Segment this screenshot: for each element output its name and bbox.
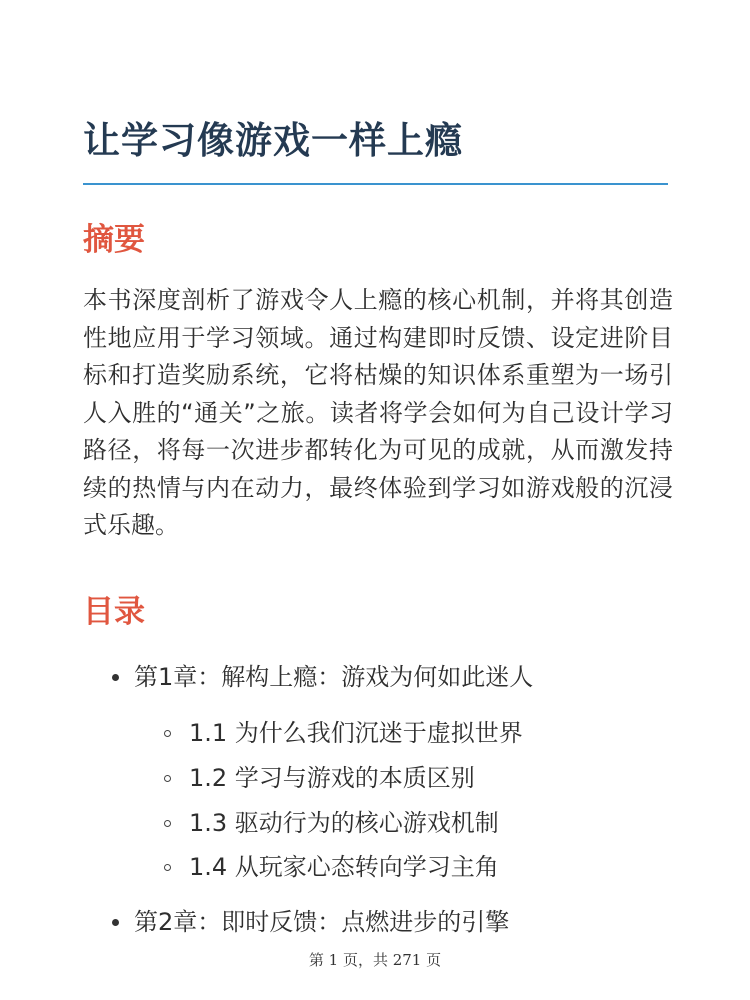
bullet-circle-icon (164, 820, 171, 827)
toc-chapter-1[interactable]: 第1章：解构上瘾：游戏为何如此迷人 (134, 663, 534, 691)
title-divider (83, 183, 668, 185)
bullet-dot-icon (112, 919, 119, 926)
bullet-dot-icon (112, 674, 119, 681)
page-number: 第 1 页，共 271 页 (308, 951, 442, 969)
toc-section-1-1[interactable]: 1.1 为什么我们沉迷于虚拟世界 (189, 719, 523, 747)
toc-section-1-4[interactable]: 1.4 从玩家心态转向学习主角 (189, 853, 499, 881)
toc-section-1-2[interactable]: 1.2 学习与游戏的本质区别 (189, 764, 475, 792)
summary-paragraph: 本书深度剖析了游戏令人上瘾的核心机制，并将其创造性地应用于学习领域。通过构建即时反馈、设定进阶目标和打造奖励系统，它将枯燥的知识体系重塑为一场引人入胜的“通关”之旅。读者将学会如何为自己设计学习路径，将每一次进步都转化为可见的成就，从而激发持续的热情与内在动力，最终体验到学习如游戏般的沉浸式乐趣。 (83, 286, 673, 539)
bullet-circle-icon (164, 864, 171, 871)
bullet-circle-icon (164, 730, 171, 737)
toc-section-1-3[interactable]: 1.3 驱动行为的核心游戏机制 (189, 809, 499, 837)
bullet-circle-icon (164, 775, 171, 782)
summary-heading: 摘要 (83, 222, 145, 258)
document-title: 让学习像游戏一样上瘾 (83, 119, 463, 162)
toc-heading: 目录 (83, 594, 145, 630)
toc-chapter-2[interactable]: 第2章：即时反馈：点燃进步的引擎 (134, 908, 510, 936)
